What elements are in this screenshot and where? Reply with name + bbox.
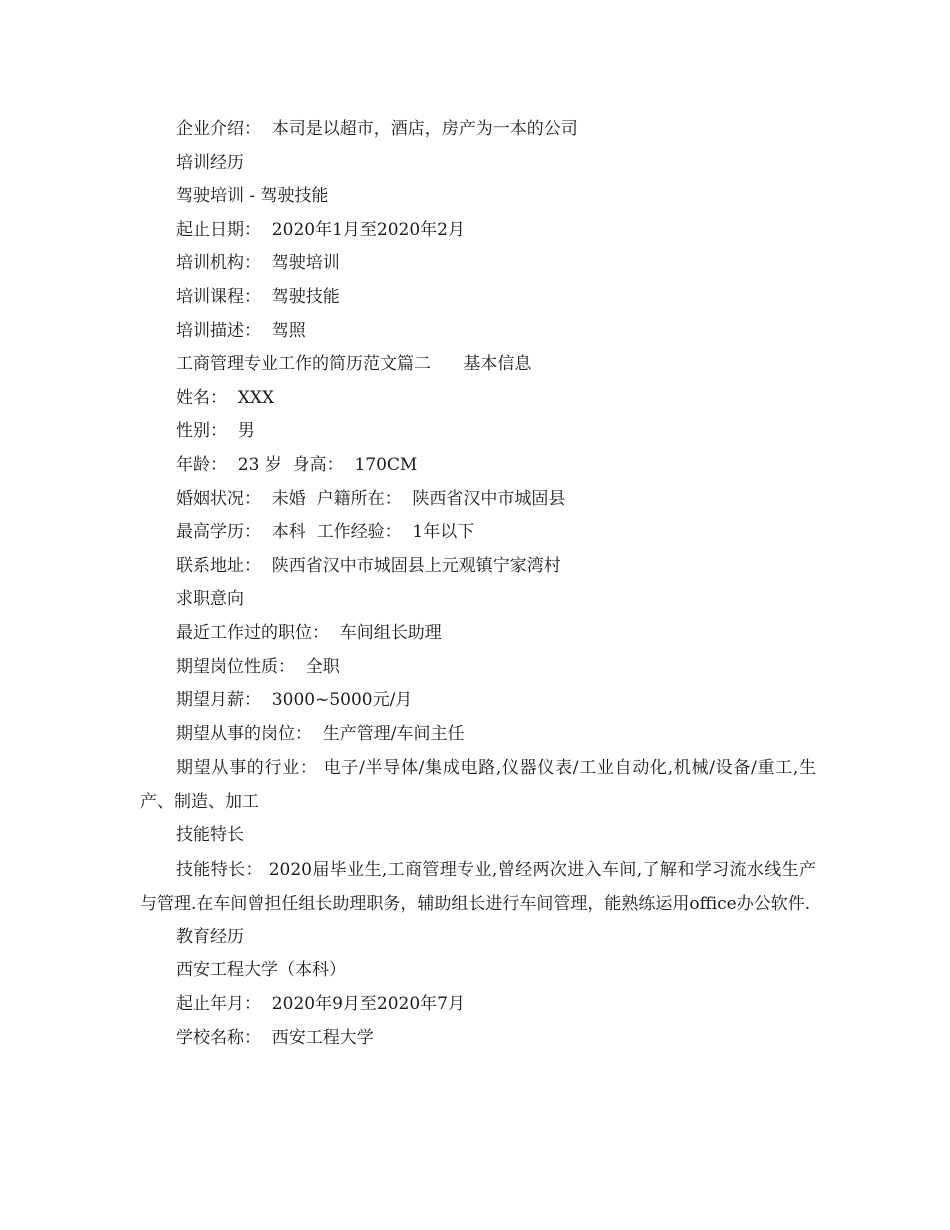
training-course: 培训课程： 驾驶技能 <box>176 286 340 307</box>
job-type-field: 期望岗位性质： 全职 <box>176 656 340 677</box>
education-heading: 教育经历 <box>176 926 244 947</box>
expected-position-field: 期望从事的岗位： 生产管理/车间主任 <box>176 723 465 744</box>
section-title-basic-info: 工商管理专业工作的简历范文篇二 基本信息 <box>176 354 532 375</box>
company-intro: 企业介绍： 本司是以超市，酒店，房产为一本的公司 <box>176 119 578 139</box>
marital-hukou-field: 婚姻状况： 未婚 户籍所在： 陕西省汉中市城固县 <box>176 488 566 509</box>
name-field: 姓名： XXX <box>176 387 275 408</box>
training-heading: 培训经历 <box>176 152 244 173</box>
school-name: 学校名称： 西安工程大学 <box>176 1027 374 1048</box>
job-intention-heading: 求职意向 <box>176 589 244 610</box>
training-description: 培训描述： 驾照 <box>176 320 306 341</box>
skills-paragraph: 技能特长： 2020届毕业生,工商管理专业,曾经两次进入车间,了解和学习流水线生产与管理.在车间曾担任组长助理职务，辅助组长进行车间管理，能熟练运用office办公软件. <box>140 859 816 914</box>
resume-document <box>0 113 950 1055</box>
education-dates: 起止年月： 2020年9月至2020年7月 <box>176 994 465 1015</box>
address-field: 联系地址： 陕西省汉中市城固县上元观镇宁家湾村 <box>176 555 561 576</box>
expected-salary-field: 期望月薪： 3000~5000元/月 <box>176 690 413 711</box>
education-experience-field: 最高学历： 本科 工作经验： 1年以下 <box>176 522 475 543</box>
school-degree: 西安工程大学（本科） <box>176 960 346 981</box>
expected-industry-paragraph: 期望从事的行业： 电子/半导体/集成电路,仪器仪表/工业自动化,机械/设备/重工,生产、制造、加工 <box>140 758 816 813</box>
gender-field: 性别： 男 <box>176 421 255 442</box>
training-institution: 培训机构： 驾驶培训 <box>176 253 340 274</box>
training-item-title: 驾驶培训 - 驾驶技能 <box>176 186 329 207</box>
recent-position-field: 最近工作过的职位： 车间组长助理 <box>176 622 442 643</box>
age-height-field: 年龄： 23 岁 身高： 170CM <box>176 454 418 475</box>
skills-heading: 技能特长 <box>176 825 244 846</box>
training-dates: 起止日期： 2020年1月至2020年2月 <box>176 219 465 240</box>
